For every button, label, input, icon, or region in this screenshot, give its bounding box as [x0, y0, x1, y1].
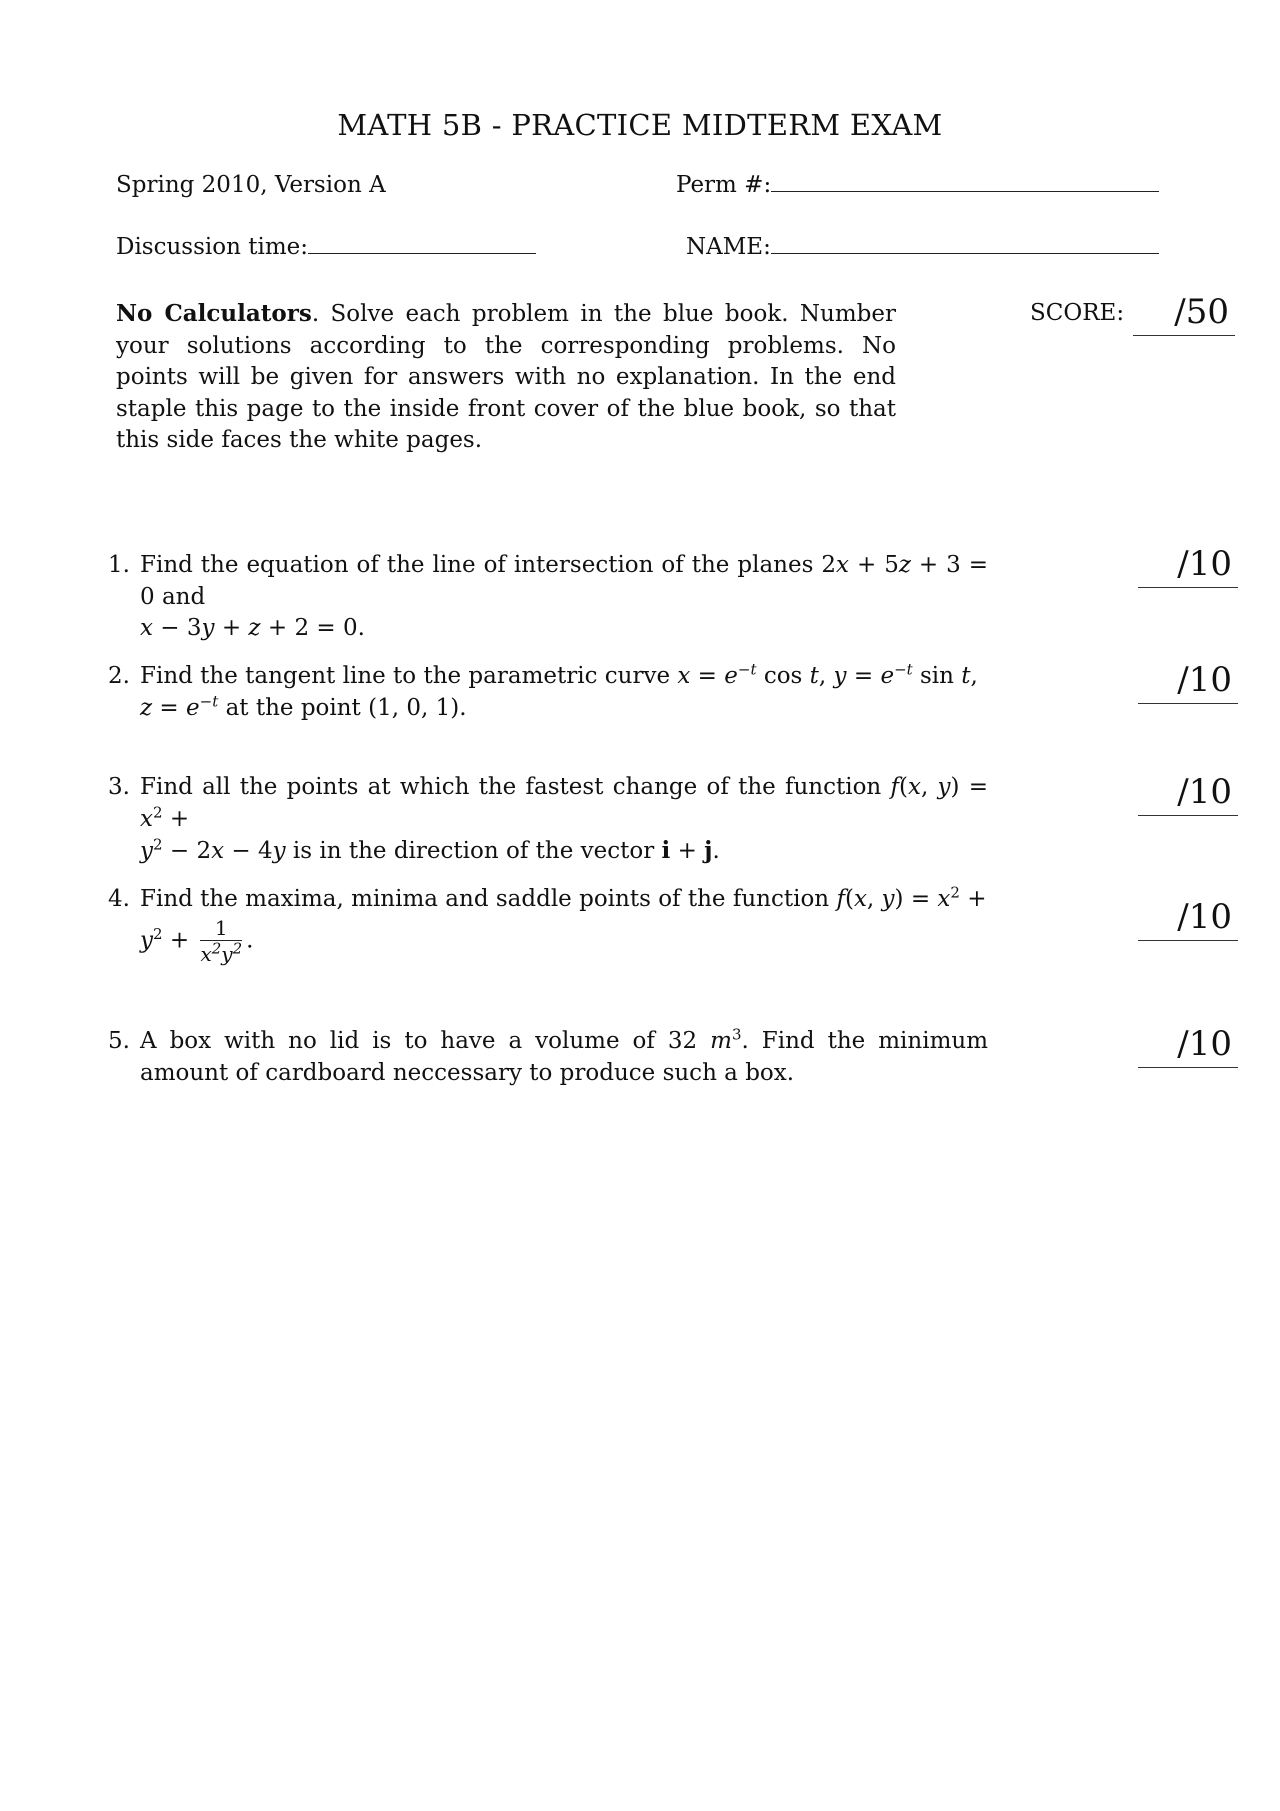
problem-5-points: /10 [1138, 1020, 1238, 1068]
perm-label: Perm #: [676, 172, 772, 198]
discussion-field[interactable] [116, 234, 536, 260]
name-label: NAME: [686, 234, 771, 260]
problem-1 [108, 550, 988, 645]
score-label: SCORE: [1030, 300, 1125, 326]
problem-number: 1. [108, 552, 130, 578]
instructions [116, 298, 896, 457]
problem-5 [108, 1026, 988, 1089]
instructions-text: . Solve each problem in the blue book. Number your solutions according to the corresponding problems. No points will be given for answers with no explanation. In the end staple this page to the inside front cover of the blue book, so that this side faces the white pages. [116, 301, 897, 453]
problem-number: 5. [108, 1028, 130, 1054]
term-label: Spring 2010, Version A [116, 172, 386, 198]
perm-field[interactable] [676, 172, 1159, 198]
perm-blank[interactable] [771, 191, 1159, 192]
problem-3-points: /10 [1138, 768, 1238, 816]
problem-2-points: /10 [1138, 656, 1238, 704]
name-field[interactable] [686, 234, 1159, 260]
instructions-bold: No Calculators [116, 300, 312, 327]
problem-text: A box with no lid is to have a volume of 32 $m^3$. Find the minimum amount of cardboard neccessary to produce such a box. [140, 1025, 989, 1086]
problem-text: Find all the points at which the fastest change of the function f(x, $y) = x^2$ + $y^2 - 2x - 4y$ is in the direction of the vector i + j. [140, 774, 988, 864]
problem-number: 3. [108, 774, 130, 800]
problem-text: Find the equation of the line of intersection of the planes 2x + 5z + 3 = 0 and x − 3y + z + 2 = 0. [140, 552, 989, 641]
problem-text: Find the tangent line to the parametric curve $x = e^{-t}$ cos t, $y = e^{-t}$ sin t, $z = e^{-t}$ at the point (1, 0, 1). [140, 660, 978, 721]
problem-4 [108, 884, 988, 967]
problem-4-points: /10 [1138, 893, 1238, 941]
problem-2 [108, 661, 988, 724]
fraction: $\frac{1}{x^2y^2}$ [200, 915, 243, 966]
problem-1-points: /10 [1138, 540, 1238, 588]
score-total: /50 [1133, 288, 1235, 336]
problem-text: Find the maxima, minima and saddle points of the function f(x, $y) = x^2$ + $y^2$ + $\frac{1}{x^2y^2}$ . [140, 883, 987, 966]
discussion-blank[interactable] [308, 253, 536, 254]
problem-number: 4. [108, 886, 130, 912]
discussion-label: Discussion time: [116, 234, 308, 260]
page-title: MATH 5B - PRACTICE MIDTERM EXAM [337, 108, 943, 142]
name-blank[interactable] [771, 253, 1159, 254]
problem-number: 2. [108, 663, 130, 689]
problem-3 [108, 772, 988, 868]
